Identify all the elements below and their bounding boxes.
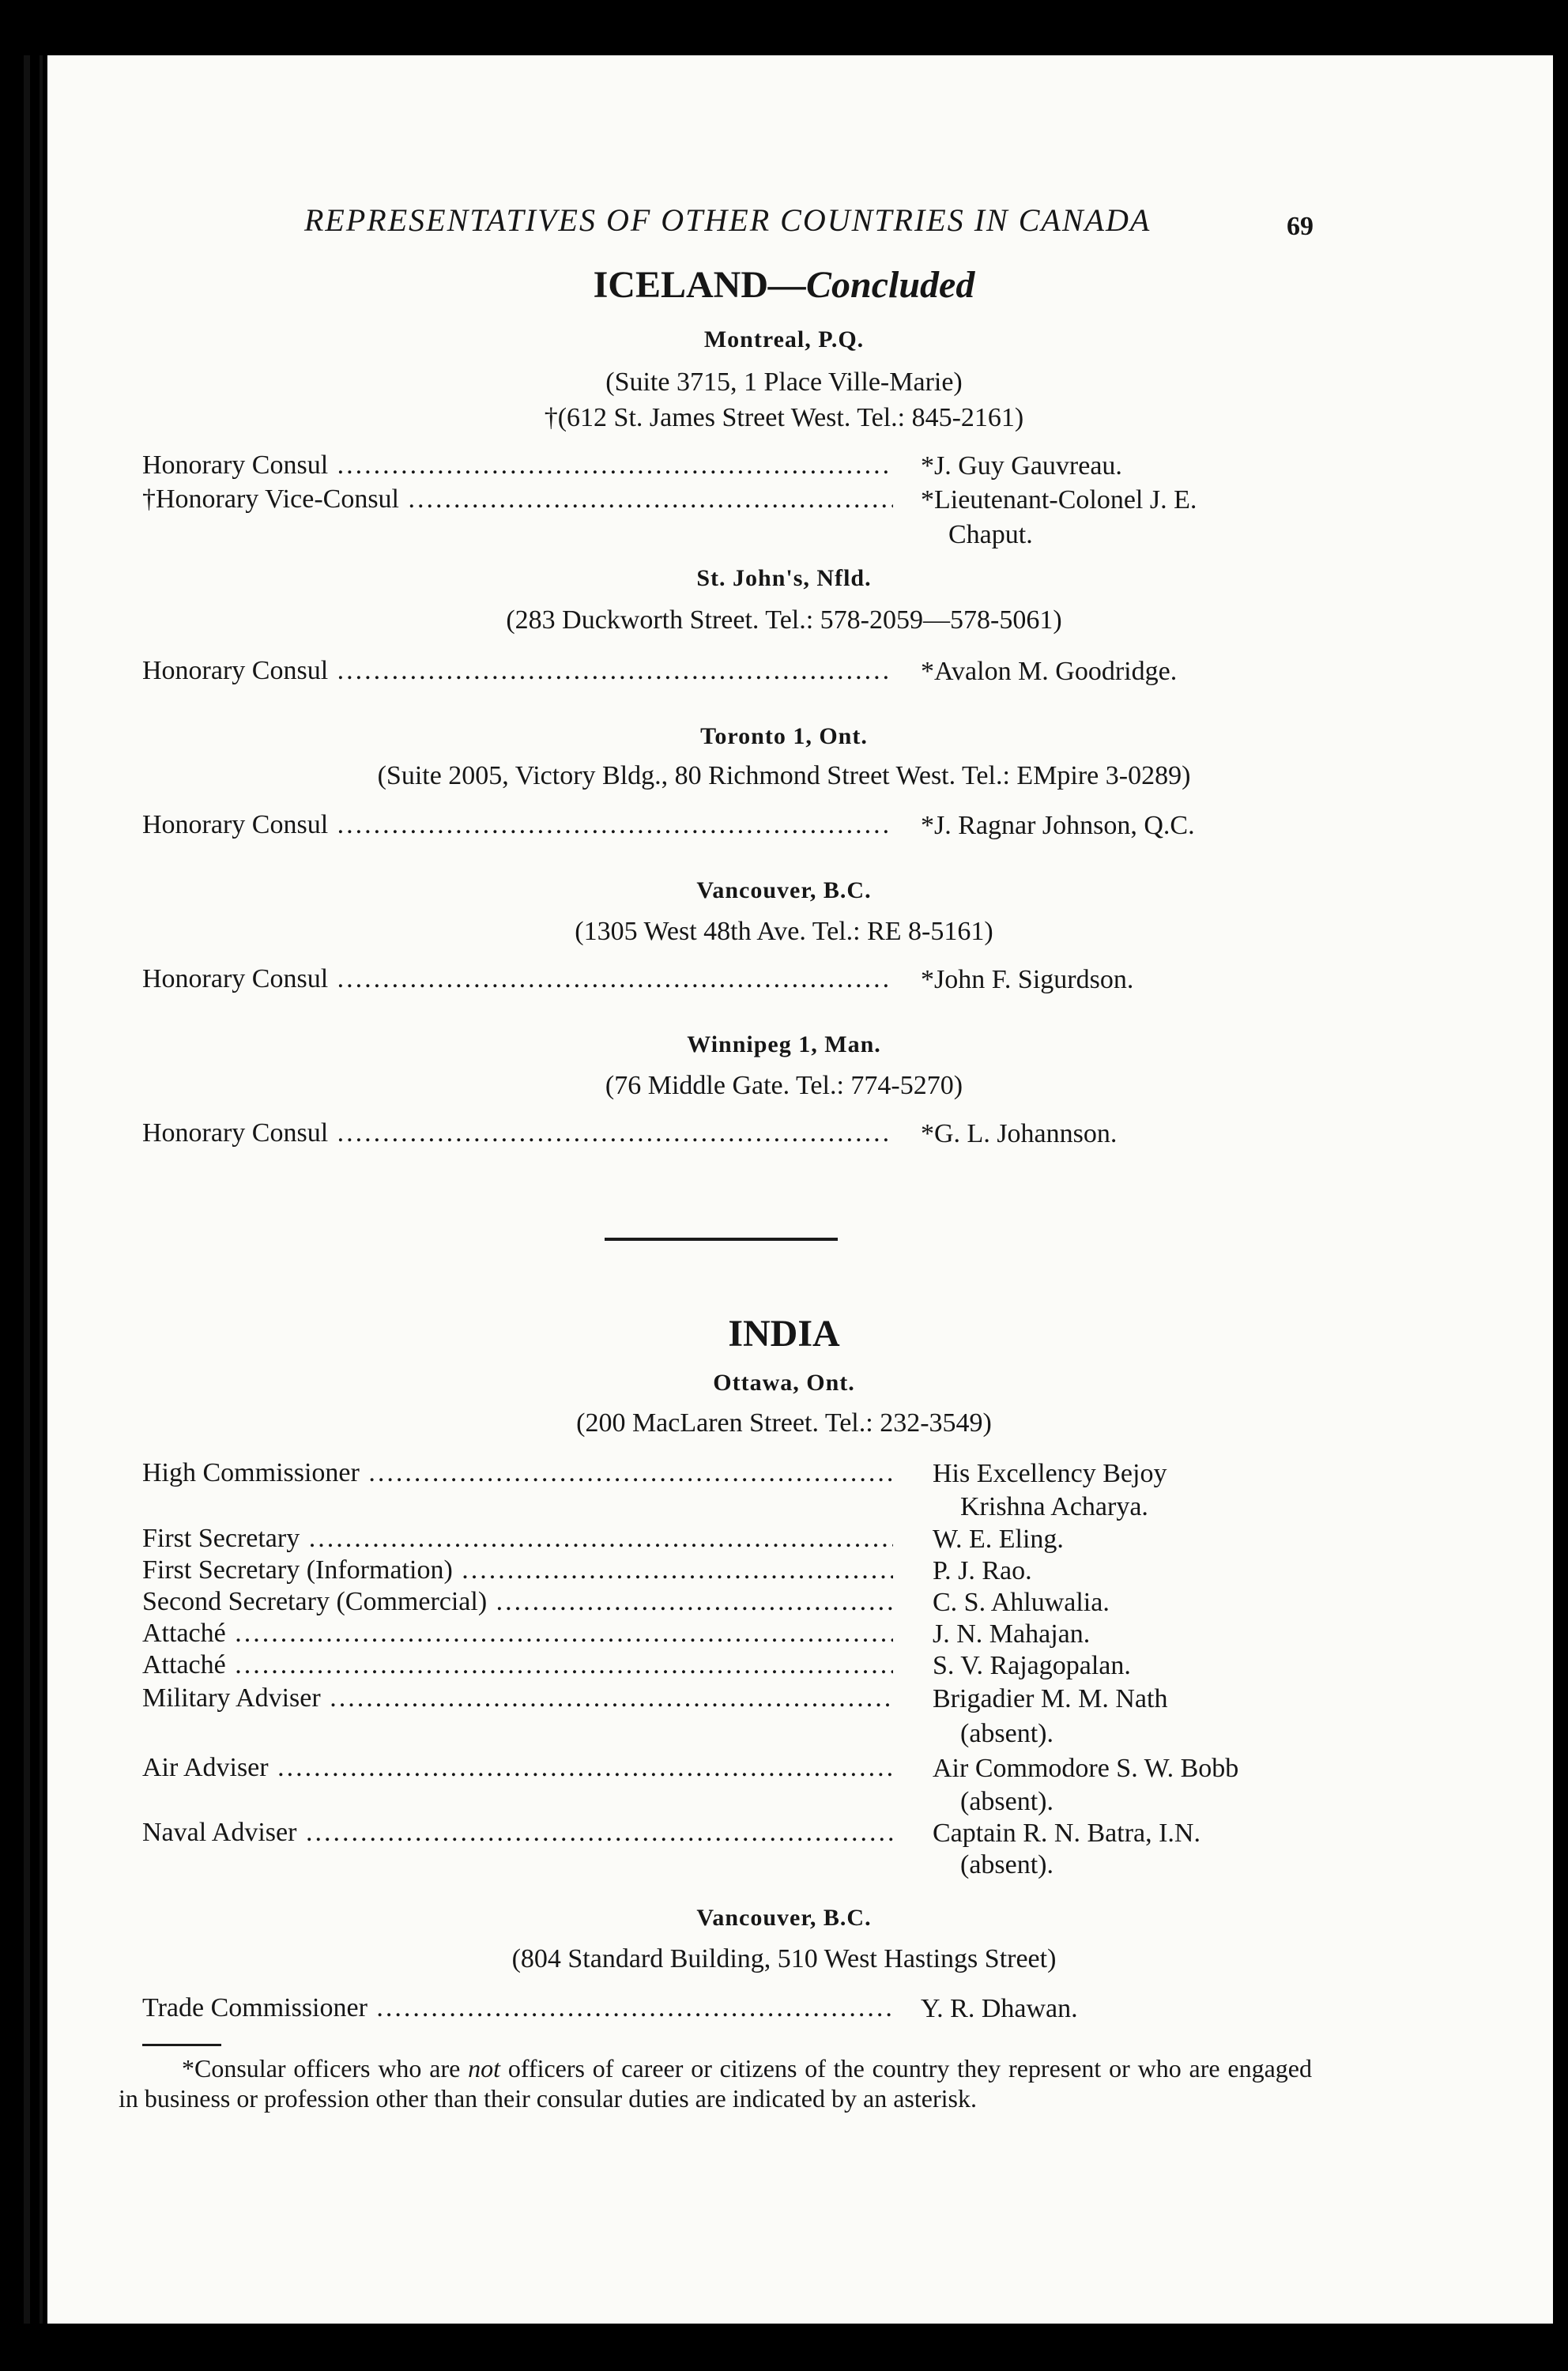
position-title: Air Adviser .....	[142, 1753, 893, 1783]
officer-name-continued: Krishna Acharya.	[960, 1492, 1148, 1521]
footnote-rule	[142, 2044, 221, 2046]
officer-name: Y. R. Dhawan.	[921, 1994, 1078, 2023]
officer-name: Brigadier M. M. Nath	[933, 1684, 1168, 1713]
officer-name-continued: Chaput.	[948, 520, 1033, 549]
officer-name: *John F. Sigurdson.	[921, 965, 1134, 994]
officer-name: C. S. Ahluwalia.	[933, 1588, 1110, 1617]
running-head: REPRESENTATIVES OF OTHER COUNTRIES IN CANADA	[304, 202, 1152, 238]
city-heading: St. John's, Nfld.	[696, 565, 872, 591]
country-heading-iceland: ICELAND—Concluded	[593, 264, 975, 306]
officer-name: *J. Guy Gauvreau.	[921, 451, 1122, 481]
officer-name: Air Commodore S. W. Bobb	[933, 1754, 1239, 1783]
position-title: Military Adviser .....	[142, 1683, 893, 1713]
address-line: †(612 St. James Street West. Tel.: 845-2161)	[544, 403, 1024, 432]
address-line: (Suite 2005, Victory Bldg., 80 Richmond Street West. Tel.: EMpire 3-0289)	[377, 761, 1191, 790]
officer-name: S. V. Rajagopalan.	[933, 1651, 1131, 1680]
position-title: Trade Commissioner .....	[142, 1993, 893, 2023]
position-title: Naval Adviser .....	[142, 1818, 893, 1848]
officer-name-continued: (absent).	[960, 1719, 1054, 1748]
position-title: Honorary Consul .....	[142, 810, 893, 840]
position-title: Honorary Consul .....	[142, 656, 893, 686]
city-heading: Montreal, P.Q.	[703, 326, 865, 352]
address-line: (200 MacLaren Street. Tel.: 232-3549)	[576, 1408, 992, 1438]
position-title: Honorary Consul .....	[142, 964, 893, 994]
officer-name: His Excellency Bejoy	[933, 1459, 1167, 1488]
city-heading: Vancouver, B.C.	[696, 1905, 872, 1931]
address-line: (Suite 3715, 1 Place Ville-Marie)	[605, 368, 963, 397]
position-title: Attaché .....	[142, 1619, 893, 1649]
address-line: (804 Standard Building, 510 West Hastings Street)	[511, 1944, 1057, 1973]
officer-name: *Avalon M. Goodridge.	[921, 657, 1178, 686]
position-title: High Commissioner .....	[142, 1458, 893, 1488]
officer-name: *Lieutenant-Colonel J. E.	[921, 485, 1197, 515]
city-heading: Ottawa, Ont.	[713, 1370, 855, 1396]
officer-name: W. E. Eling.	[933, 1525, 1064, 1554]
officer-name: *G. L. Johannson.	[921, 1119, 1118, 1148]
address-line: (283 Duckworth Street. Tel.: 578-2059—578-5061)	[506, 605, 1062, 635]
officer-name: P. J. Rao.	[933, 1556, 1032, 1585]
section-divider	[605, 1238, 838, 1241]
officer-name: J. N. Mahajan.	[933, 1619, 1091, 1649]
country-heading-india: INDIA	[728, 1313, 840, 1355]
position-title: Honorary Consul .....	[142, 1118, 893, 1148]
officer-name: Captain R. N. Batra, I.N.	[933, 1819, 1200, 1848]
page-number: 69	[1287, 212, 1314, 241]
position-title: First Secretary (Information) .....	[142, 1555, 893, 1585]
officer-name: *J. Ragnar Johnson, Q.C.	[921, 811, 1195, 840]
city-heading: Vancouver, B.C.	[696, 877, 872, 903]
address-line: (1305 West 48th Ave. Tel.: RE 8-5161)	[575, 917, 993, 946]
position-title: First Secretary .....	[142, 1524, 893, 1554]
position-title: Honorary Consul .....	[142, 450, 893, 481]
officer-name-continued: (absent).	[960, 1850, 1054, 1879]
position-title: †Honorary Vice-Consul .....	[142, 484, 893, 515]
city-heading: Winnipeg 1, Man.	[687, 1031, 881, 1057]
city-heading: Toronto 1, Ont.	[700, 723, 868, 749]
position-title: Attaché .....	[142, 1650, 893, 1680]
position-title: Second Secretary (Commercial) .....	[142, 1587, 893, 1617]
address-line: (76 Middle Gate. Tel.: 774-5270)	[605, 1071, 963, 1100]
officer-name-continued: (absent).	[960, 1787, 1054, 1816]
footnote: *Consular officers who are not officers of career or citizens of the country they represent or who are engaged in business or profession other than their consular duties are indicated by an asterisk.	[119, 2054, 1313, 2113]
